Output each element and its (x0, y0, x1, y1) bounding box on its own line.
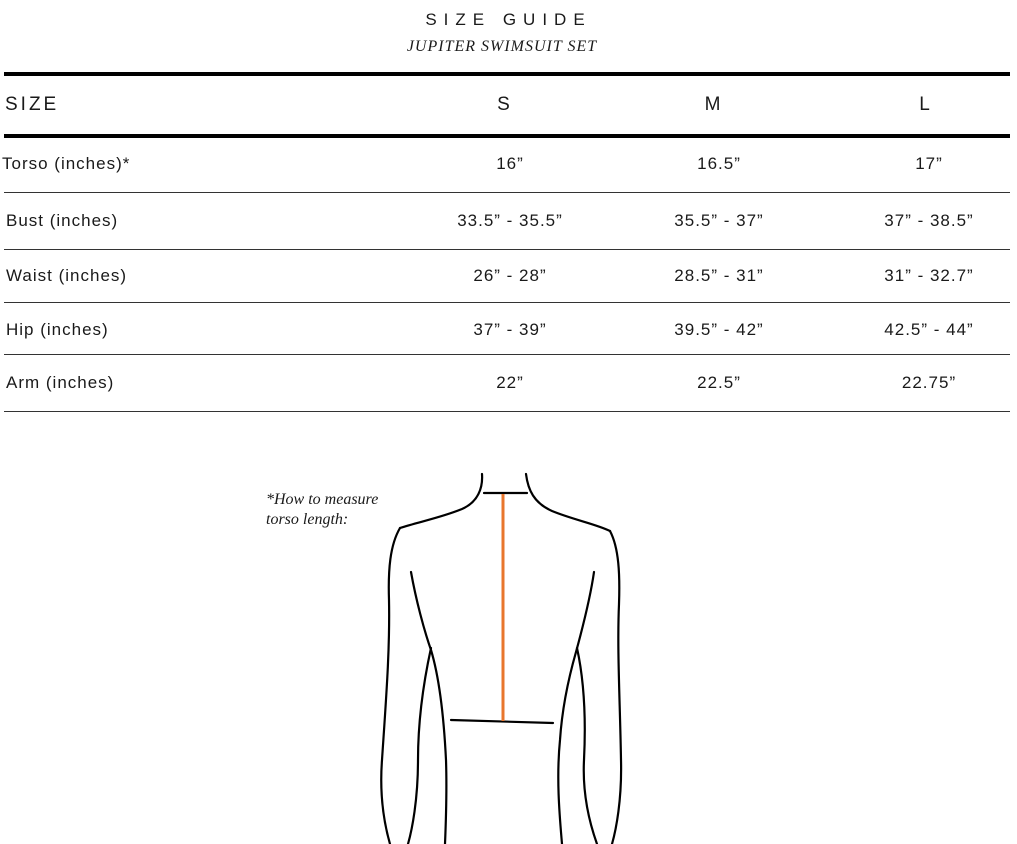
value-s: 22” (496, 373, 524, 392)
column-header-m: M (704, 94, 724, 115)
row-label: Bust (inches) (6, 211, 119, 230)
value-m: 22.5” (697, 373, 741, 392)
column-header-size: SIZE (5, 94, 60, 115)
value-l: 42.5” - 44” (884, 320, 974, 339)
measure-note-line1: *How to measure (266, 491, 379, 508)
value-m: 39.5” - 42” (674, 320, 764, 339)
value-l: 17” (915, 154, 943, 173)
page-title: SIZE GUIDE (425, 10, 592, 29)
value-m: 35.5” - 37” (674, 211, 764, 230)
value-l: 31” - 32.7” (884, 266, 974, 285)
row-label: Waist (inches) (6, 266, 128, 285)
value-s: 37” - 39” (473, 320, 547, 339)
value-m: 28.5” - 31” (674, 266, 764, 285)
value-s: 16” (496, 154, 524, 173)
value-l: 37” - 38.5” (884, 211, 974, 230)
measure-note-line2: torso length: (266, 511, 349, 528)
row-label: Arm (inches) (6, 373, 115, 392)
page-subtitle: JUPITER SWIMSUIT SET (406, 38, 598, 55)
value-l: 22.75” (901, 373, 957, 392)
row-label: Hip (inches) (6, 320, 109, 339)
torso-outline (381, 474, 621, 844)
row-label: Torso (inches)* (2, 154, 131, 173)
column-header-l: L (919, 94, 933, 115)
value-s: 26” - 28” (473, 266, 547, 285)
column-header-s: S (497, 94, 513, 115)
value-m: 16.5” (697, 154, 741, 173)
value-s: 33.5” - 35.5” (457, 211, 563, 230)
